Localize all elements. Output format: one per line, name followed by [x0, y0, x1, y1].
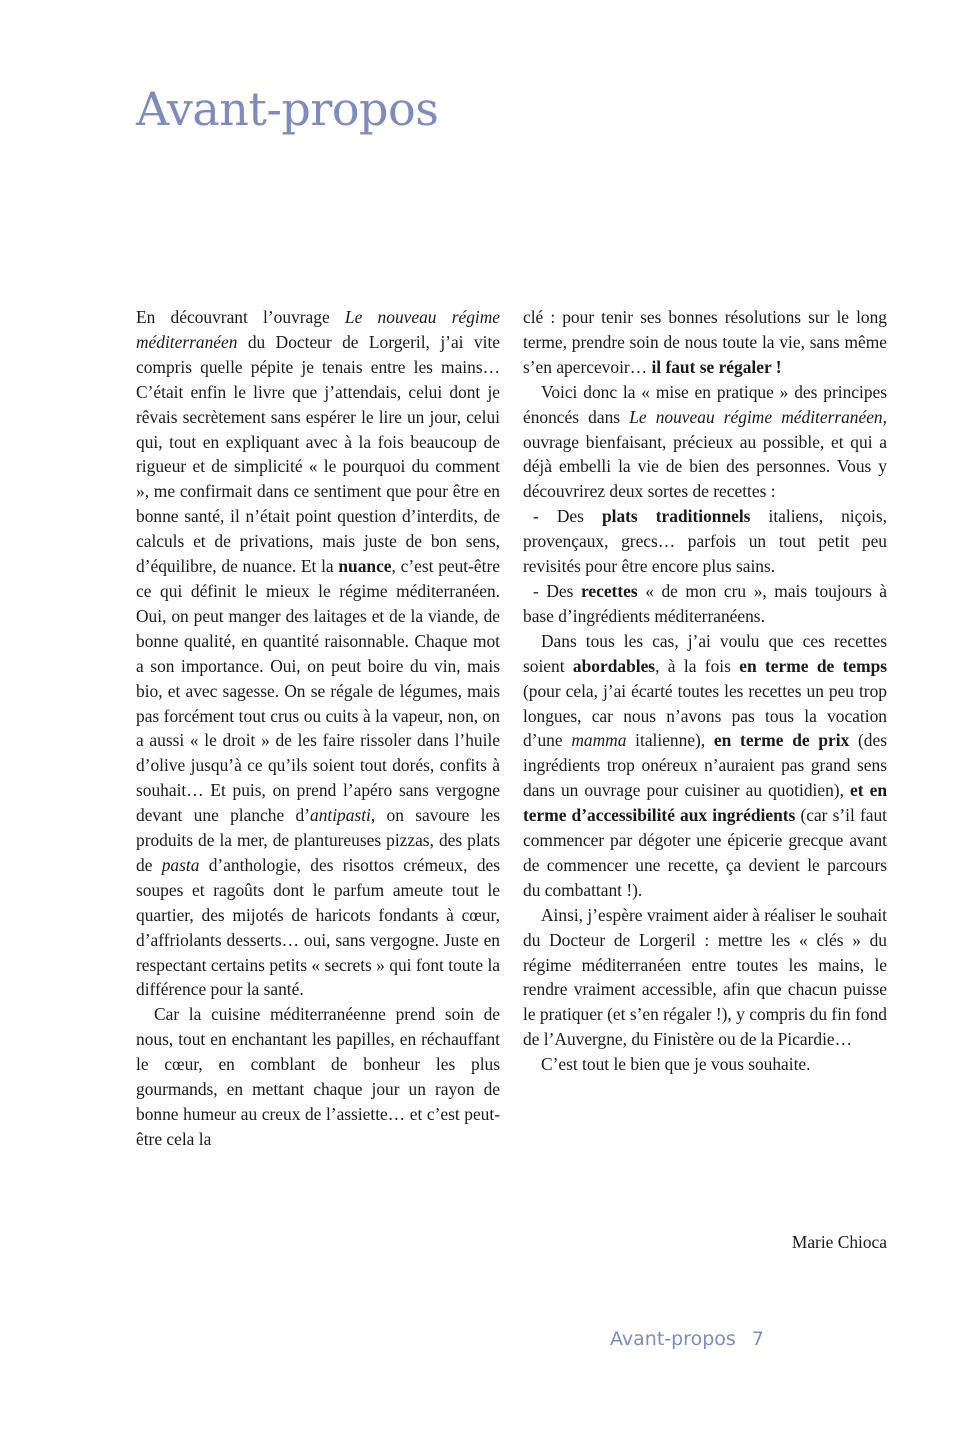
paragraph	[523, 629, 887, 903]
italic-text: pasta	[161, 854, 200, 875]
left-column	[136, 305, 500, 1152]
bold-text: abordables	[572, 655, 656, 676]
text-run: Car la cuisine méditerranéenne prend soin de nous, tout en enchantant les papilles, en réchauffant le cœur, en comblant de bonheur les plus gourmands, en mettant chaque jour un rayon de bonne humeur au creux de l’assiette… et c’est peut-être cela la	[136, 1004, 500, 1149]
bold-text: et en terme d’accessibilité aux ingrédients	[523, 780, 887, 826]
right-column	[523, 305, 887, 1077]
italic-text: antipasti	[310, 805, 371, 826]
text-run: du Docteur de Lorgeril, j’ai vite compris quelle pépite je tenais entre les mains… C’était enfin le livre que j’attendais, celui dont je rêvais secrètement sans espérer le lire un jour, celui qui, tout en expliquant avec à la fois beaucoup de rigueur et de simplicité « le pourquoi du comment », me confirmait dans ce sentiment que pour être en bonne santé, il n’était point question d’interdits, de calculs et de privations, mais juste de bon sens, d’équilibre, de nuance. Et la	[136, 331, 500, 577]
text-run: - Des	[533, 580, 581, 601]
paragraph	[523, 579, 887, 629]
page-number: 7	[751, 1328, 764, 1350]
paragraph	[136, 305, 500, 1002]
page-footer	[610, 1328, 764, 1350]
text-run: En découvrant l’ouvrage	[136, 307, 345, 327]
text-run: « de mon cru », mais toujours à base d’ingrédients méditerranéens.	[523, 580, 887, 626]
paragraph	[523, 1052, 887, 1077]
text-run: (des ingrédients trop onéreux n’auraient pas grand sens dans un ouvrage pour cuisiner au quotidien),	[523, 730, 887, 801]
text-run: italienne),	[626, 730, 714, 751]
text-run: italiens, niçois, provençaux, grecs… parfois un tout petit peu revisités pour être encore plus sains.	[523, 506, 887, 577]
italic-text: Le nouveau régime méditerranéen	[136, 307, 500, 352]
paragraph	[523, 305, 887, 380]
page-title: Avant-propos	[136, 82, 439, 136]
bold-text: en terme de prix	[713, 730, 850, 751]
text-run: , c’est peut-être ce qui définit le mieux le régime méditerranéen. Oui, on peut manger des laitages et de la viande, de bonne qualité, en quantité raisonnable. Chaque mot a son importance. Oui, on peut boire du vin, mais bio, et avec sagesse. On se régale de légumes, mais pas forcément tout crus ou cuits à la vapeur, non, on a aussi « le droit » de les faire rissoler dans l’huile d’olive jusqu’à ce qu’ils soient tout dorés, confits à souhait… Et puis, on prend l’apéro sans vergogne devant une planche d’	[136, 556, 500, 826]
bold-text: en terme de temps	[739, 655, 888, 676]
text-run: , ouvrage bienfaisant, précieux au possible, et qui a déjà embelli la vie de bien des personnes. Vous y découvrirez deux sortes de recettes :	[523, 406, 887, 502]
bold-text: nuance	[338, 556, 392, 577]
italic-text: mamma	[571, 730, 627, 751]
text-run: (pour cela, j’ai écarté toutes les recettes un peu trop longues, car nous n’avons pas tous la vocation d’une	[523, 680, 887, 751]
paragraph	[523, 504, 887, 579]
bold-text: recettes	[580, 580, 638, 601]
text-run: d’anthologie, des risottos crémeux, des soupes et ragoûts dont le parfum ameute tout le quartier, des mijotés de haricots fondants à cœur, d’affriolants desserts… oui, sans vergogne. Juste en respectant certains petits « secrets » qui font toute la différence pour la santé.	[136, 854, 500, 1000]
text-run: , à la fois	[655, 655, 740, 676]
text-run: Voici donc la « mise en pratique » des principes énoncés dans	[523, 381, 887, 427]
paragraph	[136, 1002, 500, 1151]
text-run: (car s’il faut commencer par dégoter une épicerie grecque avant de commencer une recette, ça devient le parcours du combattant !).	[523, 805, 887, 900]
author-signature: Marie Chioca	[791, 1232, 887, 1252]
bold-text: plats traditionnels	[601, 506, 751, 527]
text-run: , on savoure les produits de la mer, de plantureuses pizzas, des plats de	[136, 805, 500, 875]
text-run: Dans tous les cas, j’ai voulu que ces recettes soient	[523, 630, 887, 676]
text-run: - Des	[533, 506, 602, 527]
bold-text: il faut se régaler !	[651, 356, 782, 377]
text-run: Ainsi, j’espère vraiment aider à réaliser le souhait du Docteur de Lorgeril : mettre les « clés » du régime méditerranéen entre toutes les mains, le rendre vraiment accessible, afin que chacun puisse le pratiquer (et s’en régaler !), y compris du fin fond de l’Auvergne, du Finistère ou de la Picardie…	[523, 904, 887, 1050]
paragraph	[523, 903, 887, 1052]
text-run: clé : pour tenir ses bonnes résolutions sur le long terme, prendre soin de nous toute la vie, sans même s’en apercevoir…	[523, 307, 887, 377]
italic-text: Le nouveau régime méditerranéen	[629, 406, 883, 427]
running-head: Avant-propos	[610, 1328, 736, 1350]
paragraph	[523, 380, 887, 505]
text-run: C’est tout le bien que je vous souhaite.	[541, 1054, 811, 1075]
